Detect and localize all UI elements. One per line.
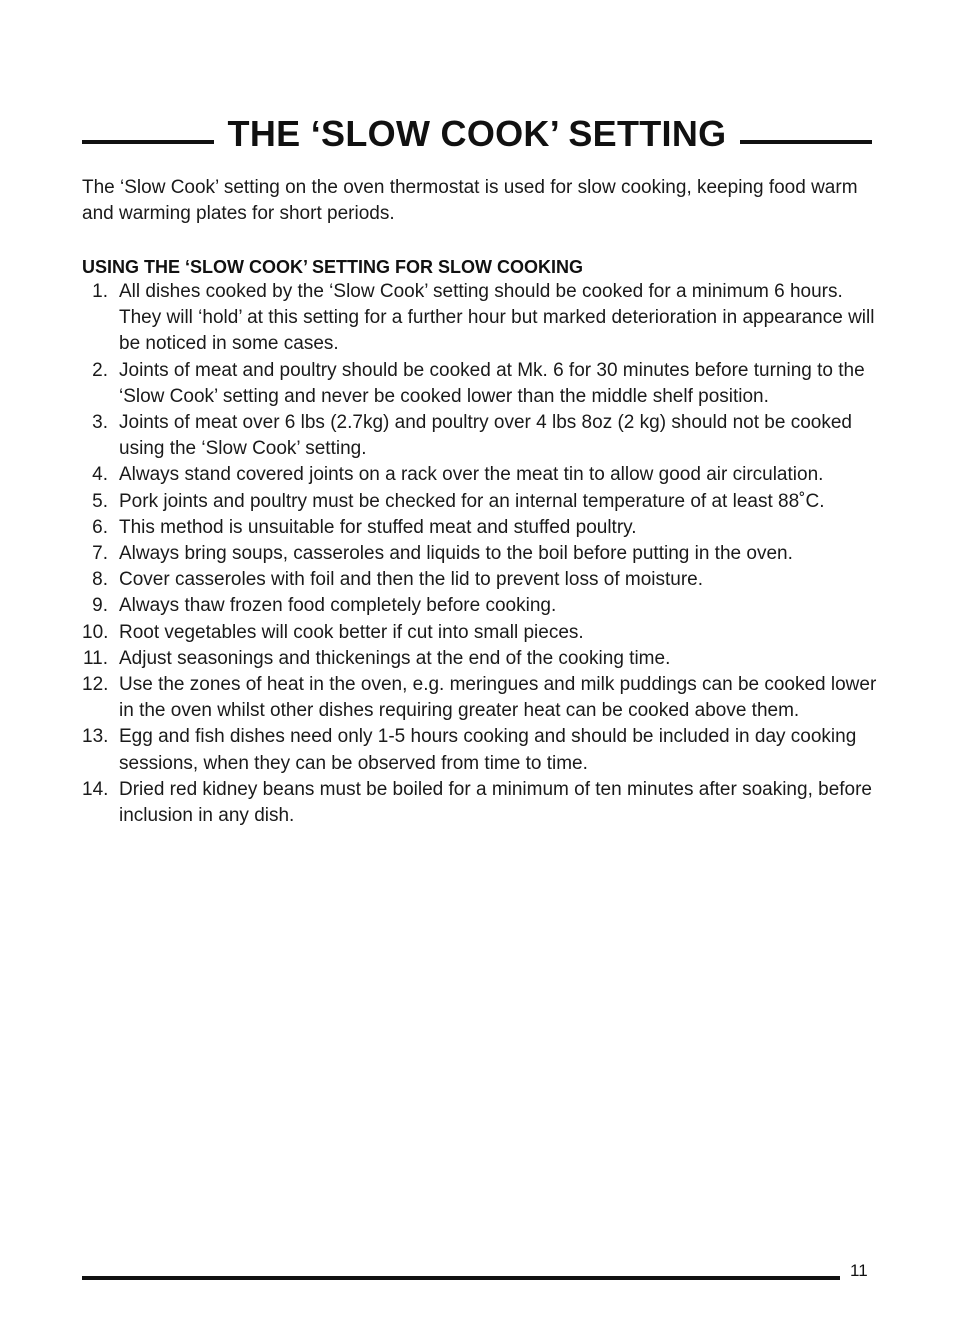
list-item (82, 724, 877, 776)
list-item-number: 7. (92, 543, 108, 565)
list-item (82, 358, 877, 410)
list-item (82, 489, 877, 515)
list-item-text: Always stand covered joints on a rack over the meat tin to allow good air circulation. (119, 464, 824, 486)
section-heading: USING THE ‘SLOW COOK’ SETTING FOR SLOW COOKING (82, 257, 584, 277)
list-item-number: 2. (92, 359, 108, 381)
list-item-text: Cover casseroles with foil and then the lid to prevent loss of moisture. (119, 569, 704, 591)
list-item (82, 777, 877, 829)
list-item-number: 8. (92, 569, 108, 591)
list-item-text: All dishes cooked by the ‘Slow Cook’ setting should be cooked for a minimum 6 hours. They will ‘hold’ at this setting for a further hour but marked deterioration in appearance will be noticed in some cases. (119, 281, 875, 355)
list-item-text: Root vegetables will cook better if cut into small pieces. (119, 621, 584, 643)
list-item-text: This method is unsuitable for stuffed meat and stuffed poultry. (119, 516, 637, 538)
list-item-text: Dried red kidney beans must be boiled for a minimum of ten minutes after soaking, before inclusion in any dish. (119, 778, 872, 827)
list-item (82, 541, 877, 567)
list-item-text: Egg and fish dishes need only 1-5 hours cooking and should be included in day cooking sessions, when they can be observed from time to time. (119, 726, 857, 774)
footer-rule (82, 1276, 840, 1280)
list-item (82, 567, 877, 593)
list-item-text: Pork joints and poultry must be checked for an internal temperature of at least 88˚C. (119, 490, 825, 512)
list-item-number: 6. (92, 516, 108, 538)
list-item-number: 13. (82, 726, 109, 748)
list-item-text: Joints of meat and poultry should be cooked at Mk. 6 for 30 minutes before turning to the ‘Slow Cook’ setting and never be cooked lower than the middle shelf position. (119, 359, 865, 407)
list-item (82, 620, 877, 646)
list-item (82, 279, 877, 358)
list-item-text: Joints of meat over 6 lbs (2.7kg) and poultry over 4 lbs 8oz (2 kg) should not be cooked using the ‘Slow Cook’ setting. (119, 412, 852, 460)
list-item-text: Always thaw frozen food completely before cooking. (119, 595, 557, 617)
page-title: THE ‘SLOW COOK’ SETTING (227, 113, 727, 154)
list-item-text: Use the zones of heat in the oven, e.g. meringues and milk puddings can be cooked lower in the oven whilst other dishes requiring greater heat can be cooked above them. (119, 674, 877, 722)
list-item-number: 10. (82, 621, 109, 643)
list-item (82, 593, 877, 619)
list-item (82, 515, 877, 541)
list-item-number: 4. (92, 464, 108, 486)
list-item-number: 12. (82, 674, 109, 696)
list-item-number: 9. (92, 595, 108, 617)
list-item-number: 1. (92, 281, 108, 302)
list-item (82, 646, 877, 672)
list-item-number: 3. (92, 412, 108, 434)
list-item (82, 462, 877, 488)
list-item-text: Always bring soups, casseroles and liquids to the boil before putting in the oven. (119, 543, 793, 565)
list-item-number: 14. (82, 778, 109, 800)
list-item (82, 410, 877, 462)
page-number: 11 (850, 1261, 868, 1280)
title-row (82, 112, 872, 156)
list-item-text: Adjust seasonings and thickenings at the end of the cooking time. (119, 647, 671, 669)
title-rule-right (740, 140, 872, 144)
list-item (82, 672, 877, 724)
list-item-number: 5. (92, 490, 108, 512)
intro-paragraph: The ‘Slow Cook’ setting on the oven thermostat is used for slow cooking, keeping food warm and warming plates for short periods. (82, 177, 858, 224)
steps-list (82, 279, 877, 829)
list-item-number: 11. (82, 647, 108, 669)
